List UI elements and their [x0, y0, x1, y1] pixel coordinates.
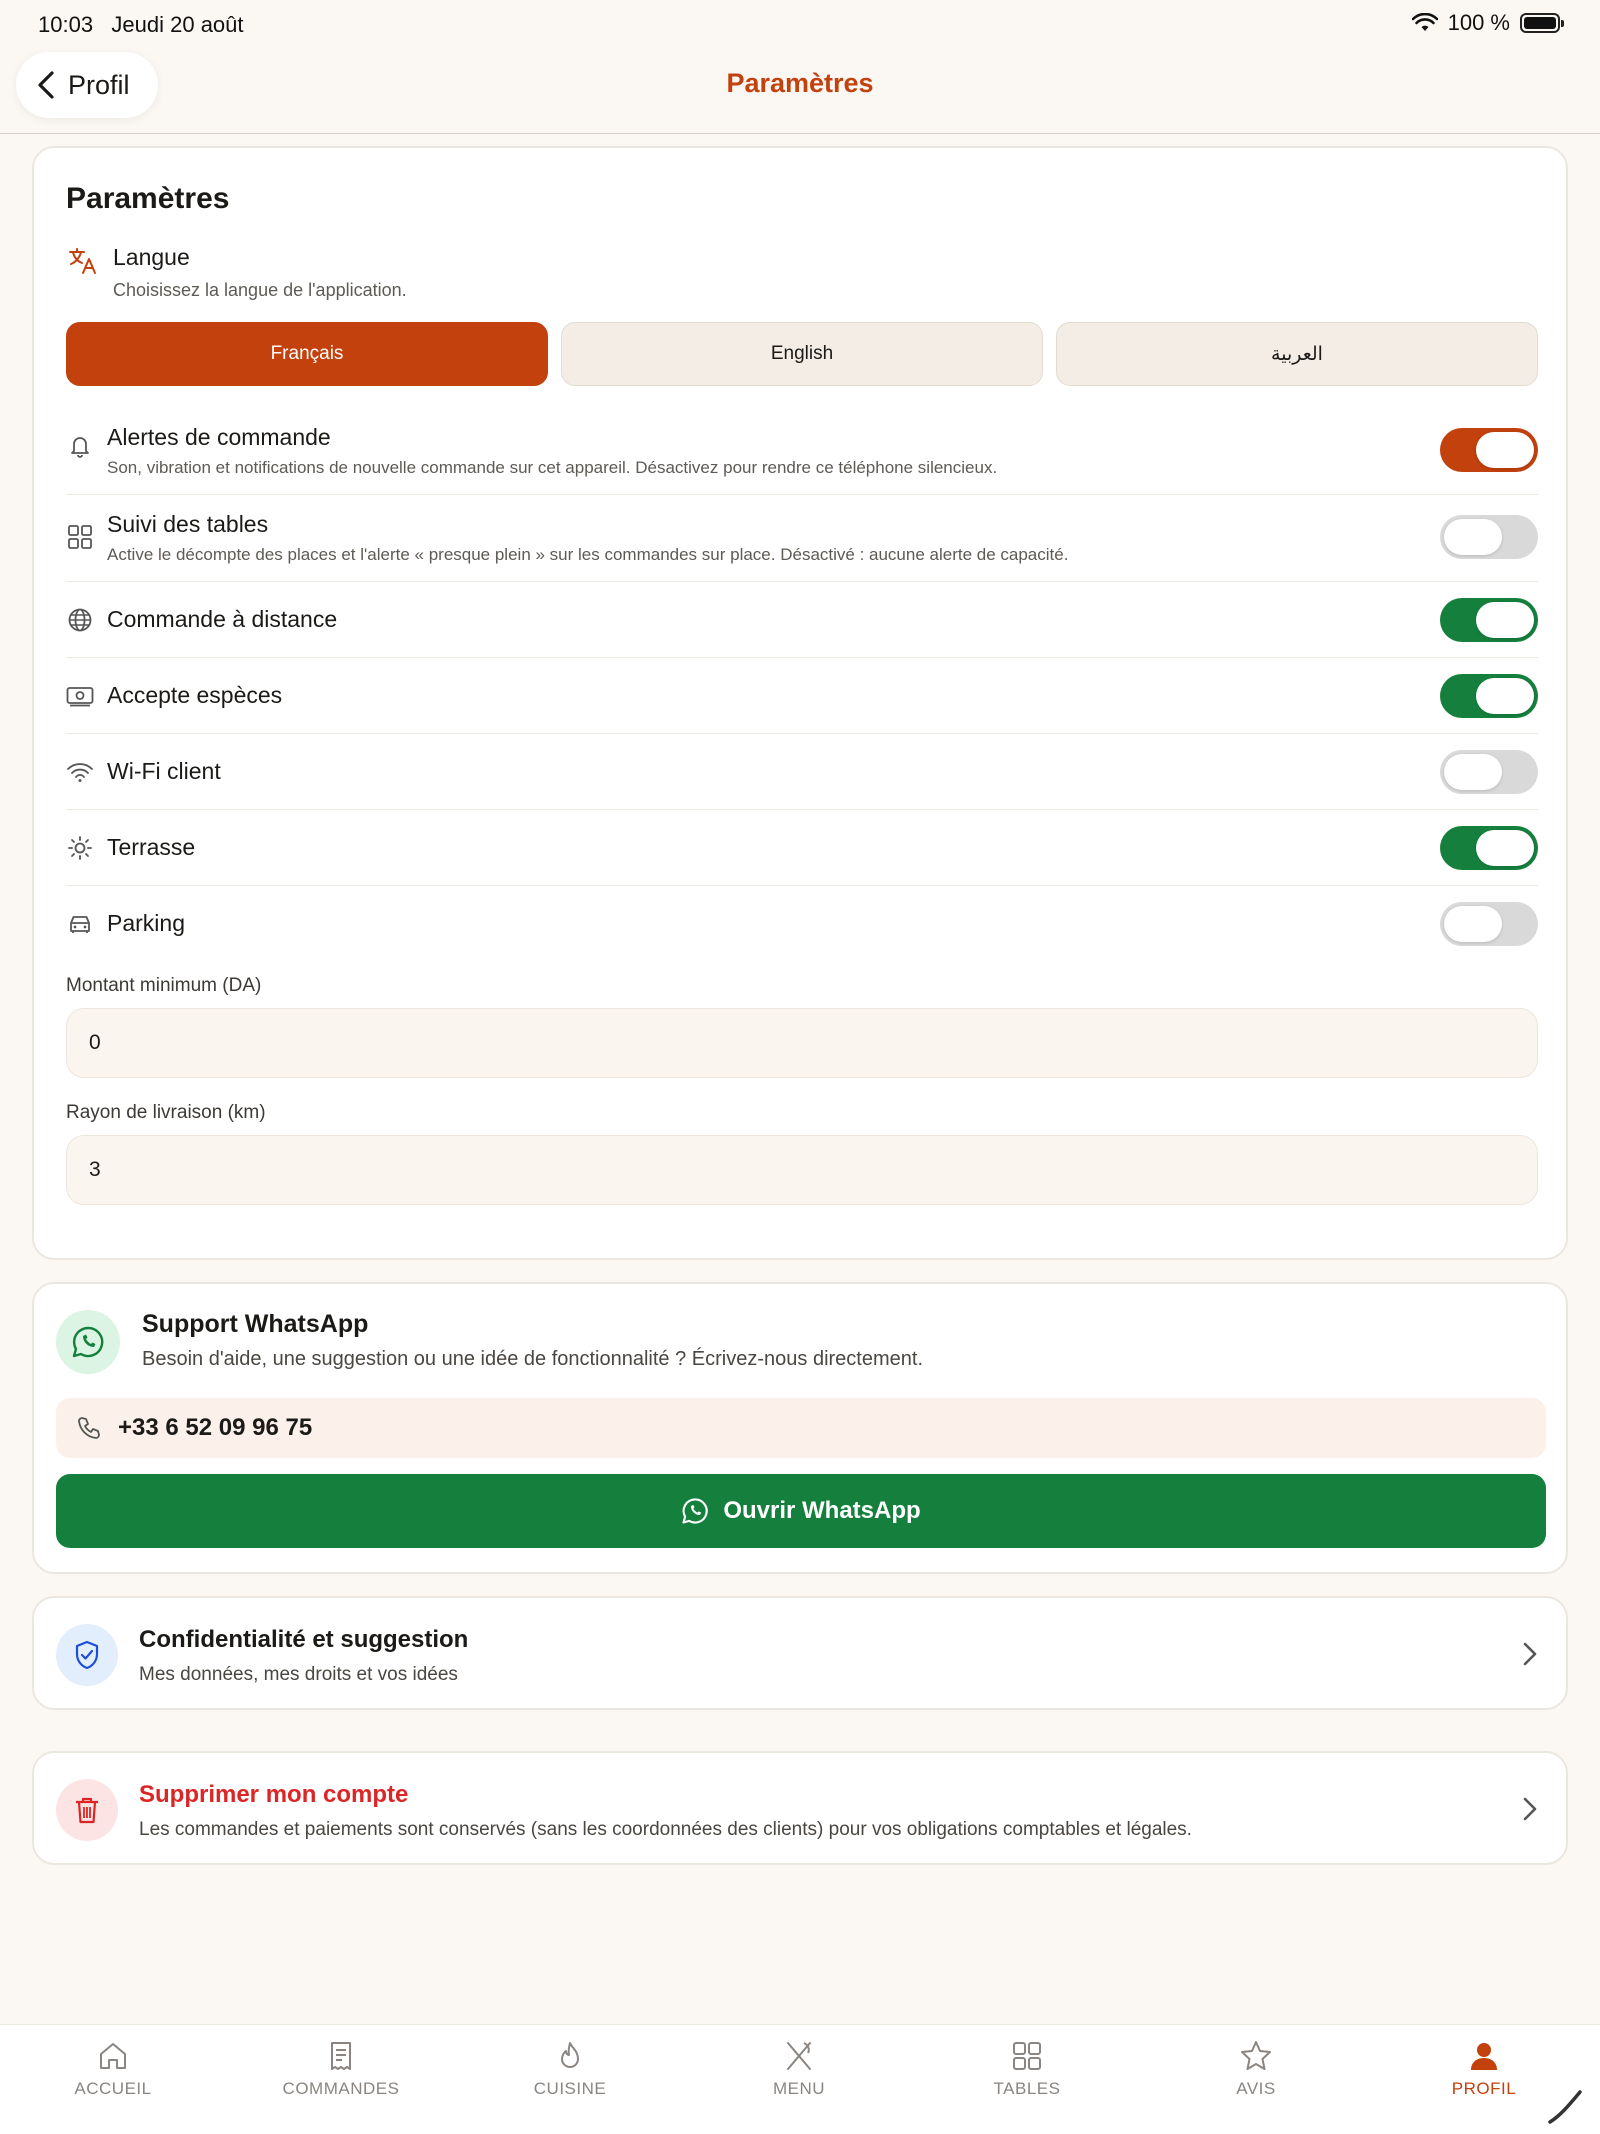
user-icon — [1467, 2039, 1501, 2073]
toggle-subtitle: Active le décompte des places et l'alerte « presque plein » sur les commandes sur place. Désactivé : aucune alerte de capacité. — [107, 545, 1069, 564]
settings-card — [32, 146, 1568, 1260]
whatsapp-icon — [56, 1310, 120, 1374]
back-label: Profil — [68, 69, 130, 100]
battery-percent: 100 % — [1447, 10, 1510, 35]
grid-icon — [66, 523, 94, 551]
chevron-right-icon — [1522, 1640, 1538, 1668]
tables-icon — [1010, 2039, 1044, 2073]
globe-icon — [66, 606, 94, 634]
wifi-status-icon — [1412, 13, 1438, 33]
whatsapp-button-icon — [681, 1497, 709, 1525]
toggle-label: Commande à distance — [107, 606, 338, 632]
min-amount-input[interactable] — [66, 1008, 1538, 1078]
star-icon — [1239, 2039, 1273, 2073]
page-title: Paramètres — [726, 68, 874, 98]
trash-icon — [56, 1779, 118, 1841]
toggle-row-terrace — [66, 810, 1538, 886]
open-whatsapp-label: Ouvrir WhatsApp — [723, 1497, 921, 1524]
chevron-right-icon — [1522, 1795, 1538, 1823]
tab-label: TABLES — [993, 2079, 1061, 2098]
bottom-tab-bar — [0, 2024, 1600, 2134]
toggle-label: Alertes de commande — [107, 424, 331, 450]
toggle-row-order-alerts — [66, 408, 1538, 495]
shield-check-icon — [56, 1624, 118, 1686]
toggle-row-remote-order — [66, 582, 1538, 658]
status-bar — [0, 0, 1600, 50]
tab-label: PROFIL — [1451, 2079, 1517, 2098]
whatsapp-phone[interactable] — [56, 1398, 1546, 1458]
parking-toggle[interactable] — [1440, 902, 1538, 946]
delivery-radius-value: 3 — [89, 1158, 101, 1181]
wifi-toggle[interactable] — [1440, 750, 1538, 794]
toggle-label: Parking — [107, 910, 185, 936]
delete-account-subtitle: Les commandes et paiements sont conservés (sans les coordonnées des clients) pour vos obligations comptables et légales. — [139, 1819, 1192, 1840]
flame-icon — [553, 2039, 587, 2073]
tab-avis[interactable] — [1156, 2039, 1356, 2099]
phone-icon — [76, 1415, 102, 1441]
status-clock: 10:03 — [38, 12, 94, 37]
order-alerts-toggle[interactable] — [1440, 428, 1538, 472]
tab-label: CUISINE — [533, 2079, 607, 2098]
language-option-english[interactable]: English — [561, 322, 1043, 386]
accepts-cash-toggle[interactable] — [1440, 674, 1538, 718]
tab-label: COMMANDES — [282, 2079, 400, 2098]
tab-cuisine[interactable] — [470, 2039, 670, 2099]
toggle-row-wifi — [66, 734, 1538, 810]
delete-account-card[interactable] — [32, 1751, 1568, 1865]
home-icon — [96, 2039, 130, 2073]
navigation-bar — [0, 50, 1600, 134]
open-whatsapp-button[interactable] — [56, 1474, 1546, 1548]
language-option-francais[interactable]: Français — [66, 322, 548, 386]
tab-menu[interactable] — [699, 2039, 899, 2099]
status-indicators — [1412, 10, 1560, 36]
language-label: Langue — [113, 244, 190, 270]
sun-icon — [66, 834, 94, 862]
cash-icon — [66, 682, 94, 710]
car-icon — [66, 910, 94, 938]
privacy-card[interactable] — [32, 1596, 1568, 1710]
toggle-label: Wi-Fi client — [107, 758, 221, 784]
privacy-subtitle: Mes données, mes droits et vos idées — [139, 1664, 458, 1685]
language-option-arabic[interactable]: العربية — [1056, 322, 1538, 386]
home-indicator — [1546, 2086, 1586, 2126]
tab-accueil[interactable] — [13, 2039, 213, 2099]
privacy-title: Confidentialité et suggestion — [139, 1626, 469, 1653]
min-amount-label: Montant minimum (DA) — [66, 975, 262, 996]
status-date: Jeudi 20 août — [111, 12, 244, 37]
delivery-radius-input[interactable] — [66, 1135, 1538, 1205]
settings-title: Paramètres — [66, 182, 230, 215]
battery-icon — [1520, 13, 1560, 33]
tab-label: ACCUEIL — [74, 2079, 152, 2098]
bell-icon — [66, 432, 94, 460]
language-subtitle: Choisissez la langue de l'application. — [113, 280, 407, 300]
delete-account-title: Supprimer mon compte — [139, 1781, 409, 1808]
tab-label: AVIS — [1236, 2079, 1276, 2098]
whatsapp-support-card — [32, 1282, 1568, 1574]
terrace-toggle[interactable] — [1440, 826, 1538, 870]
delivery-radius-label: Rayon de livraison (km) — [66, 1102, 266, 1123]
toggle-row-accepts-cash — [66, 658, 1538, 734]
whatsapp-subtitle: Besoin d'aide, une suggestion ou une idée de fonctionnalité ? Écrivez-nous directement. — [142, 1348, 923, 1370]
wifi-icon — [66, 758, 94, 786]
tab-commandes[interactable] — [241, 2039, 441, 2099]
toggle-row-parking — [66, 886, 1538, 962]
whatsapp-title: Support WhatsApp — [142, 1310, 369, 1338]
toggle-row-table-tracking — [66, 495, 1538, 582]
toggle-label: Terrasse — [107, 834, 196, 860]
min-amount-value: 0 — [89, 1031, 101, 1054]
toggle-label: Accepte espèces — [107, 682, 283, 708]
status-time — [38, 12, 244, 38]
table-tracking-toggle[interactable] — [1440, 515, 1538, 559]
translate-icon — [68, 246, 98, 276]
utensils-icon — [782, 2039, 816, 2073]
remote-order-toggle[interactable] — [1440, 598, 1538, 642]
tab-tables[interactable] — [927, 2039, 1127, 2099]
toggle-subtitle: Son, vibration et notifications de nouvelle commande sur cet appareil. Désactivez pour rendre ce téléphone silencieux. — [107, 458, 998, 477]
receipt-icon — [324, 2039, 358, 2073]
tab-label: MENU — [772, 2079, 826, 2098]
phone-number: +33 6 52 09 96 75 — [118, 1414, 313, 1441]
toggle-label: Suivi des tables — [107, 511, 269, 537]
